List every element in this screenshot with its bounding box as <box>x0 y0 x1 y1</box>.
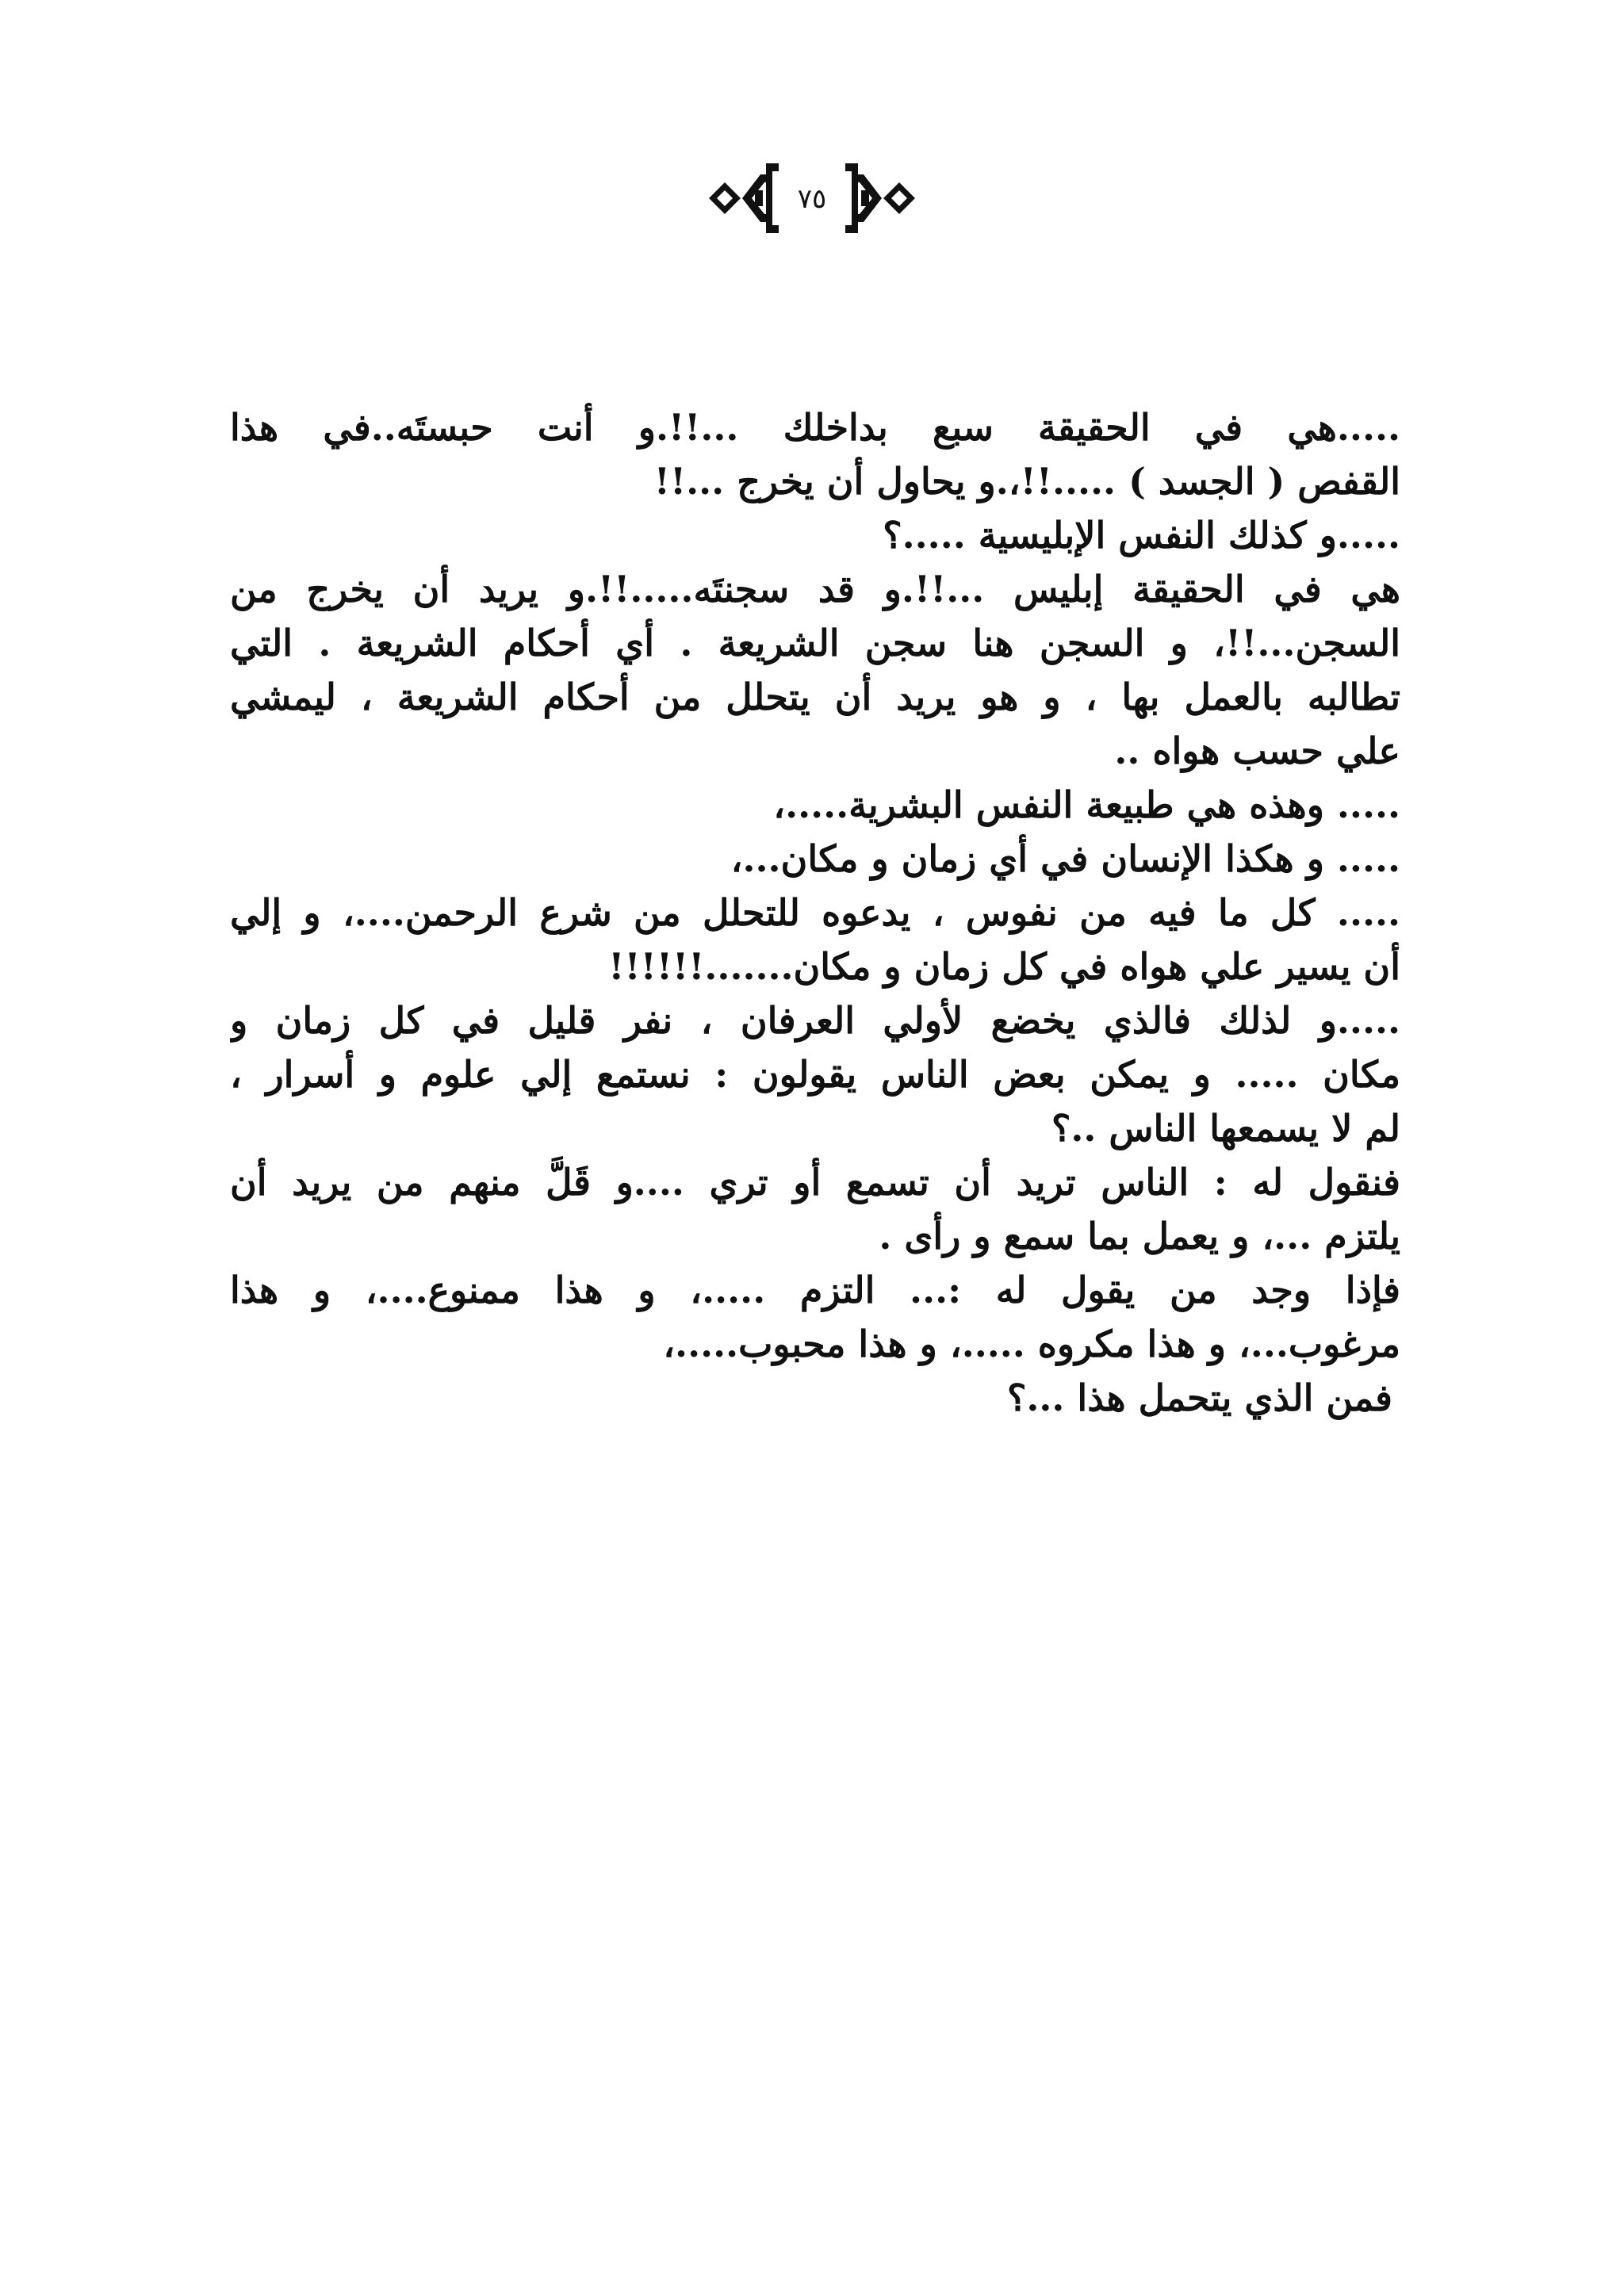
text-line: القفص ( الجسد ) .....!!،.و يحاول أن يخرج ...!! <box>653 460 1400 503</box>
text-line: السجن...!!، و السجن هنا سجن الشريعة . أي أحكام الشريعة . التي <box>230 622 1400 664</box>
text-line: أن يسير علي هواه في كل زمان و مكان.......!!!!!! <box>608 945 1400 988</box>
text-line: علي حسب هواه .. <box>1114 729 1400 772</box>
ornament-frame-icon <box>693 143 931 254</box>
text-line: فنقول له : الناس تريد أن تسمع أو تري ....و قَلَّ منهم من يريد أن <box>230 1161 1400 1204</box>
text-line: مرغوب...، و هذا مكروه .....، و هذا محبوب.....، <box>663 1323 1400 1365</box>
page-number-ornament <box>0 143 1624 254</box>
text-line: مكان ..... و يمكن بعض الناس يقولون : نستمع إلي علوم و أسرار ، <box>230 1053 1400 1096</box>
text-line: .....هي في الحقيقة سبع بداخلك ...!!.و أنت حبستَه..في هذا <box>230 406 1400 449</box>
text-line: يلتزم ...، و يعمل بما سمع و رأى . <box>879 1215 1400 1258</box>
text-line: ..... و هكذا الإنسان في أي زمان و مكان...، <box>730 837 1400 880</box>
text-line: .....و لذلك فالذي يخضع لأولي العرفان ، نفر قليل في كل زمان و <box>230 999 1400 1042</box>
text-line: ..... وهذه هي طبيعة النفس البشرية.....، <box>773 783 1400 826</box>
text-line: لم لا يسمعها الناس ..؟ <box>1051 1107 1400 1150</box>
text-line: فمن الذي يتحمل هذا ...؟ <box>1006 1376 1392 1419</box>
text-line: هي في الحقيقة إبليس ...!!.و قد سجنتَه.....!!.و يريد أن يخرج من <box>230 568 1400 611</box>
text-line: فإذا وجد من يقول له :... التزم .....، و هذا ممنوع....، و هذا <box>230 1269 1400 1311</box>
page-number: ٧٥ <box>797 183 827 215</box>
body-text <box>230 400 1400 1425</box>
text-line: ..... كل ما فيه من نفوس ، يدعوه للتحلل من شرع الرحمن....، و إلي <box>230 891 1400 934</box>
text-line: تطالبه بالعمل بها ، و هو يريد أن يتحلل من أحكام الشريعة ، ليمشي <box>230 676 1400 718</box>
text-line: .....و كذلك النفس الإبليسية .....؟ <box>883 514 1400 557</box>
